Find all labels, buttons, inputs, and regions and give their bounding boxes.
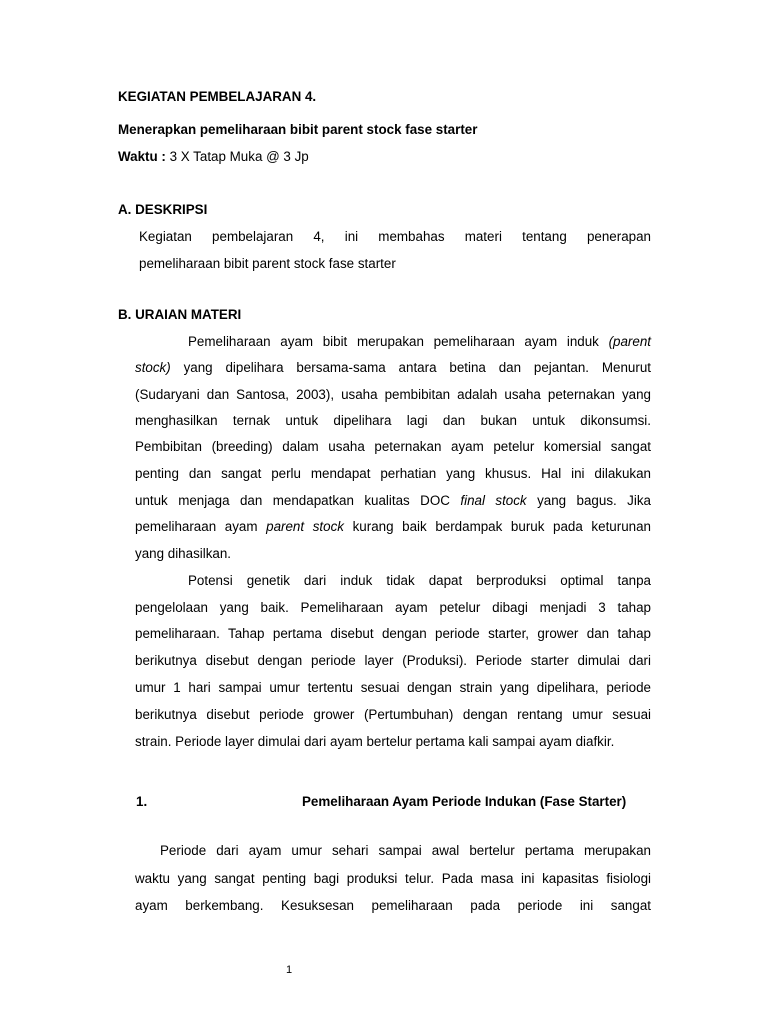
text-run: kurang baik berdampak buruk pada keturunan [352, 519, 651, 534]
italic-term: parent stock [266, 519, 344, 534]
text-run: untuk menjaga dan mendapatkan kualitas DOC [135, 493, 450, 508]
text-run: Pemeliharaan ayam bibit merupakan pemeliharaan ayam induk [188, 334, 599, 349]
paragraph-line: berikutnya disebut dengan periode layer (Produksi). Periode starter dimulai dari [135, 653, 651, 668]
paragraph-line: pengelolaan yang baik. Pemeliharaan ayam petelur dibagi menjadi 3 tahap [135, 600, 651, 615]
subsection-number: 1. [136, 794, 148, 809]
text-run: yang bagus. Jika [537, 493, 651, 508]
kegiatan-heading: KEGIATAN PEMBELAJARAN 4. [118, 89, 317, 104]
page-number: 1 [286, 964, 293, 976]
paragraph-line [135, 493, 651, 508]
waktu-label: Waktu : [118, 149, 166, 164]
subsection-title: Pemeliharaan Ayam Periode Indukan (Fase Starter) [302, 794, 627, 809]
italic-term: (parent [608, 334, 651, 349]
paragraph-line: ayam berkembang. Kesuksesan pemeliharaan pada periode ini sangat [135, 898, 651, 913]
section-a-line: Kegiatan pembelajaran 4, ini membahas materi tentang penerapan [139, 229, 651, 244]
paragraph-line: umur 1 hari sampai umur tertentu sesuai dengan strain yang dipelihara, periode [135, 680, 651, 695]
italic-term: stock) [135, 360, 171, 375]
paragraph-line: Periode dari ayam umur sehari sampai awal bertelur pertama merupakan [160, 843, 651, 858]
paragraph-line: pemeliharaan. Tahap pertama disebut dengan periode starter, grower dan tahap [135, 626, 651, 641]
paragraph-line [135, 519, 651, 534]
section-a-line: pemeliharaan bibit parent stock fase starter [139, 256, 396, 271]
paragraph-line: waktu yang sangat penting bagi produksi telur. Pada masa ini kapasitas fisiologi [135, 871, 651, 886]
document-title: Menerapkan pemeliharaan bibit parent stock fase starter [118, 122, 478, 137]
text-run: yang dipelihara bersama-sama antara betina dan pejantan. Menurut [183, 360, 651, 375]
paragraph-line: Potensi genetik dari induk tidak dapat berproduksi optimal tanpa [188, 573, 651, 588]
text-run: pemeliharaan ayam [135, 519, 258, 534]
paragraph-line: menghasilkan ternak untuk dipelihara lagi dan bukan untuk dikonsumsi. [135, 413, 651, 428]
waktu-line [118, 149, 309, 164]
paragraph-line: (Sudaryani dan Santosa, 2003), usaha pembibitan adalah usaha peternakan yang [135, 387, 651, 402]
section-b-heading: B. URAIAN MATERI [118, 307, 242, 322]
paragraph-line [188, 334, 651, 349]
section-a-heading: A. DESKRIPSI [118, 202, 208, 217]
italic-term: final stock [460, 493, 527, 508]
paragraph-line [135, 360, 651, 375]
paragraph-line: strain. Periode layer dimulai dari ayam bertelur pertama kali sampai ayam diafkir. [135, 734, 615, 749]
waktu-value: 3 X Tatap Muka @ 3 Jp [169, 149, 309, 164]
paragraph-line: Pembibitan (breeding) dalam usaha peternakan ayam petelur komersial sangat [135, 439, 651, 454]
paragraph-line: berikutnya disebut periode grower (Pertumbuhan) dengan rentang umur sesuai [135, 707, 651, 722]
paragraph-line: yang dihasilkan. [135, 546, 232, 561]
paragraph-line: penting dan sangat perlu mendapat perhatian yang khusus. Hal ini dilakukan [135, 466, 651, 481]
